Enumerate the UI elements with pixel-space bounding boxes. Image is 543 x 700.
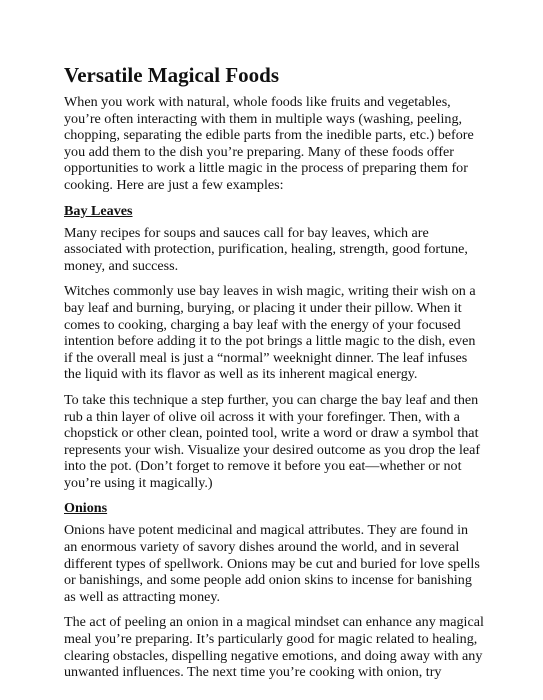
- bay-leaves-paragraph-3: To take this technique a step further, you can charge the bay leaf and then rub a thin layer of olive oil across it with your forefinger. Then, with a chopstick or other clean, pointed tool, write a word or draw a symbol that represents your wish. Visualize your desired outcome as you drop the leaf into the pot. (Don’t forget to remove it before you eat—whether or not you’re using it magically.): [64, 391, 481, 491]
- bay-leaves-paragraph-2: Witches commonly use bay leaves in wish magic, writing their wish on a bay leaf and burning, burying, or placing it under their pillow. When it comes to cooking, charging a bay leaf with the energy of your focused intention before adding it to the pot brings a little magic to the dish, even if the overall meal is just a “normal” weeknight dinner. The leaf infuses the liquid with its flavor as well as its inherent magical energy.: [64, 283, 476, 383]
- document-page: [64, 62, 484, 690]
- onions-paragraph-2: The act of peeling an onion in a magical mindset can enhance any magical meal you’re preparing. It’s particularly good for magic related to healing, clearing obstacles, dispelling negative emotions, and doing away with any unwanted influences. The next time you’re cooking with onion, try: [64, 614, 484, 681]
- bay-leaves-paragraph-1: Many recipes for soups and sauces call for bay leaves, which are associated with protection, purification, healing, strength, good fortune, money, and success.: [64, 224, 468, 274]
- onions-paragraph-1: Onions have potent medicinal and magical attributes. They are found in an enormous variety of savory dishes around the world, and in several different types of spellwork. Onions may be cut and buried for love spells or banishings, and some people add onion skins to incense for banishing as well as attracting money.: [64, 522, 480, 605]
- section-heading-onions: Onions: [64, 500, 108, 517]
- page-title: Versatile Magical Foods: [64, 63, 280, 87]
- section-heading-bay-leaves: Bay Leaves: [64, 202, 133, 219]
- intro-paragraph: When you work with natural, whole foods like fruits and vegetables, you’re often interacting with them in multiple ways (washing, peeling, chopping, separating the edible parts from the inedible parts, etc.) before you add them to the dish you’re preparing. Many of these foods offer opportunities to work a little magic in the process of preparing them for cooking. Here are just a few examples:: [64, 94, 474, 193]
